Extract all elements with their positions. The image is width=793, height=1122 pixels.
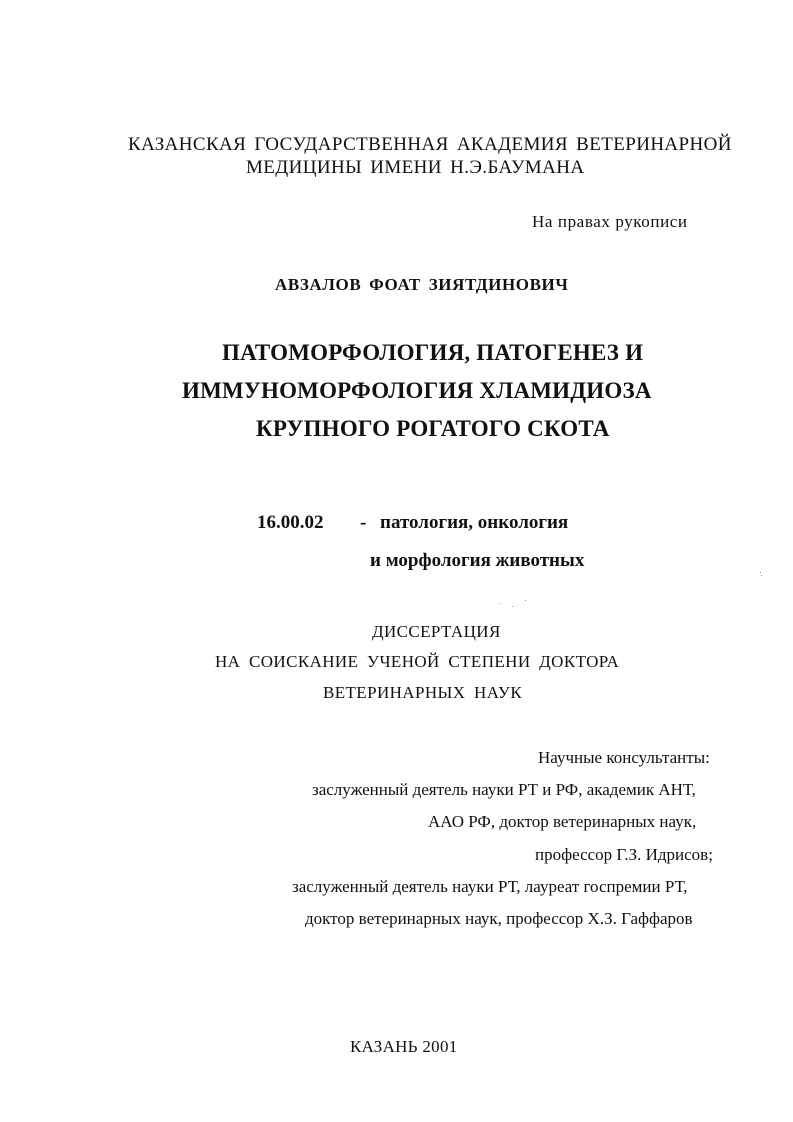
consultant-line: заслуженный деятель науки РТ и РФ, академик АНТ, — [312, 780, 696, 799]
dissertation-line-3: ВЕТЕРИНАРНЫХ НАУК — [323, 683, 523, 702]
dissertation-line-1: ДИССЕРТАЦИЯ — [372, 622, 501, 641]
scan-speck — [760, 572, 761, 573]
title-line-1: ПАТОМОРФОЛОГИЯ, ПАТОГЕНЕЗ И — [222, 340, 644, 365]
consultant-line: заслуженный деятель науки РТ, лауреат госпремии РТ, — [292, 877, 688, 896]
specialty-name-line-2: и морфология животных — [370, 550, 585, 571]
specialty-code: 16.00.02 — [257, 512, 324, 533]
scan-speck — [761, 575, 762, 576]
consultants-heading: Научные консультанты: — [538, 748, 710, 767]
title-line-3: КРУПНОГО РОГАТОГО СКОТА — [256, 416, 610, 441]
scan-speck — [525, 600, 526, 601]
consultant-line: ААО РФ, доктор ветеринарных наук, — [428, 812, 697, 831]
institution-line-2: МЕДИЦИНЫ ИМЕНИ Н.Э.БАУМАНА — [246, 157, 585, 178]
author-name: АВЗАЛОВ ФОАТ ЗИЯТДИНОВИЧ — [275, 275, 569, 294]
institution-line-1: КАЗАНСКАЯ ГОСУДАРСТВЕННАЯ АКАДЕМИЯ ВЕТЕРИНАРНОЙ — [128, 134, 732, 155]
scan-speck — [512, 606, 513, 607]
city-year: КАЗАНЬ 2001 — [350, 1037, 458, 1056]
scan-speck — [500, 603, 501, 604]
specialty-name-line-1: патология, онкология — [380, 512, 569, 533]
consultant-line: профессор Г.З. Идрисов; — [535, 845, 713, 864]
dissertation-line-2: НА СОИСКАНИЕ УЧЕНОЙ СТЕПЕНИ ДОКТОРА — [215, 652, 620, 671]
specialty-dash: - — [360, 512, 367, 533]
title-line-2: ИММУНОМОРФОЛОГИЯ ХЛАМИДИОЗА — [182, 378, 652, 403]
consultant-line: доктор ветеринарных наук, профессор Х.З. Гаффаров — [305, 909, 693, 928]
manuscript-note: На правах рукописи — [532, 212, 688, 231]
